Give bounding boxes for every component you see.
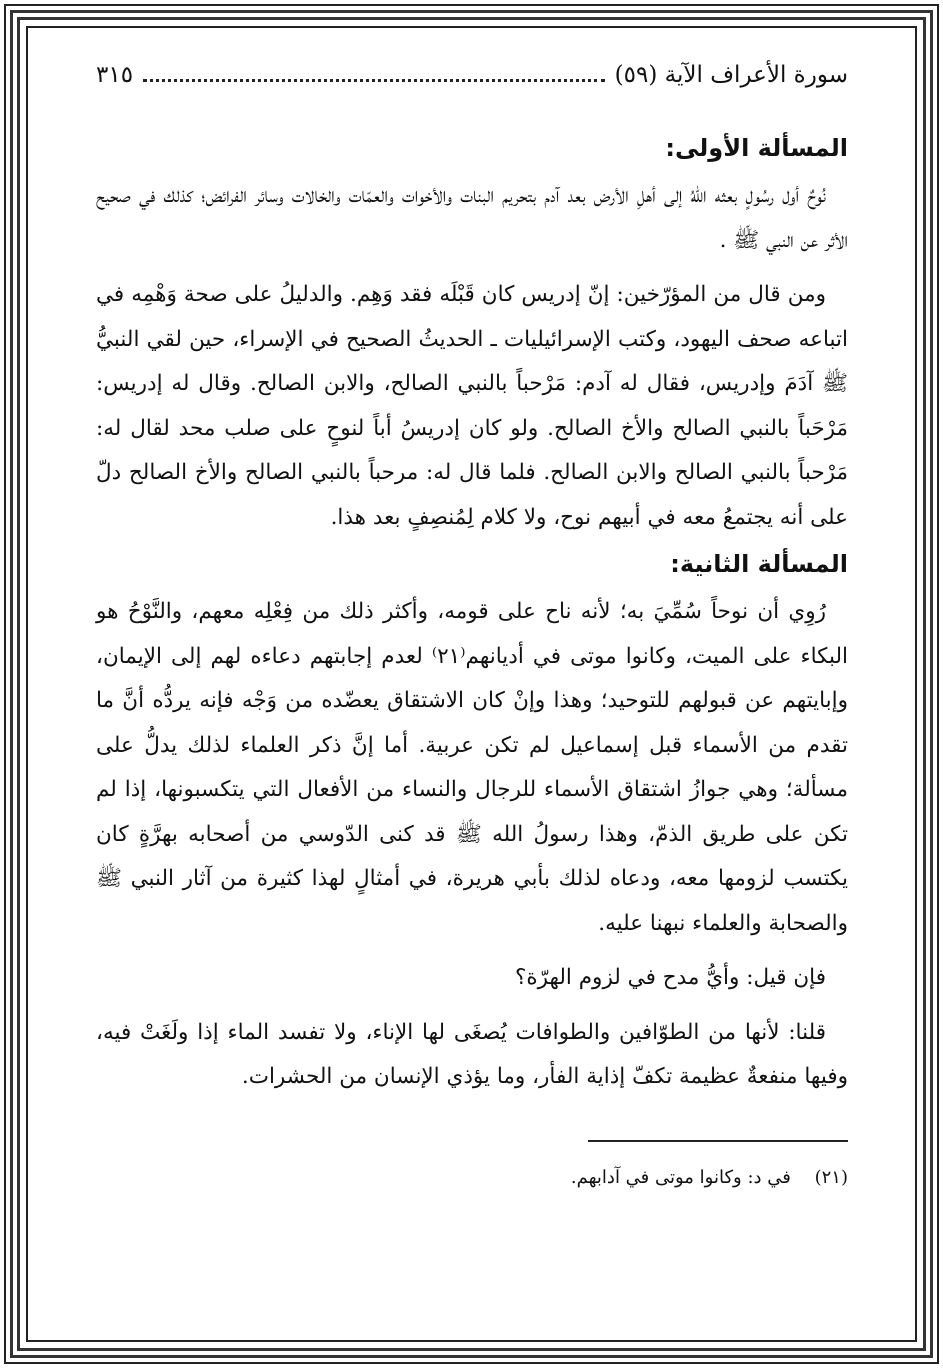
paragraph: فإن قيل: وأيُّ مدح في لزوم الهرّة؟ xyxy=(514,965,826,990)
paragraph: ومن قال من المؤرّخين: إنّ إدريس كان قَبْلَه فقد وَهِم. والدليلُ على صحة وَهْمِه في اتباعه صحف اليهود، وكتب الإسرائيليات ـ الحديثُ الصحيح في الإسراء، حين لقي النبيُّ ﷺ آدَمَ وإدريس، فقال له آدم: مَرْحباً بالنبي الصالح، والابن الصالح. وقال له إدريس: مَرْحَباً بالنبي الصالح والأخ الصالح. ولو كان إدريسُ أباً لنوحٍ على صلب محد لقال له: مَرْحباً بالنبي الصالح والابن الصالح. فلما قال له: مرحباً بالنبي الصالح والأخ الصالح دلّ على أنه يجتمعُ معه في أبيهم نوح، ولا كلام لِمُنصِفٍ بعد هذا. xyxy=(96,282,848,530)
page-content xyxy=(96,62,848,1192)
header-leader-dots xyxy=(143,65,605,82)
paragraph: رُوِي أن نوحاً سُمِّيَ به؛ لأنه ناح على قومه، وأكثر ذلك من فِعْلِه معهم، والنَّوْحُ هو البكاء على الميت، وكانوا موتى في أديانهم⁽٢١⁾ لعدم إجابتهم دعاءه لهم إلى الإيمان، وإبايتهم عن قبولهم للتوحيد؛ وهذا وإنْ كان الاشتقاق يعضّده من وَجْه فإنه يردُّه أنَّ ما تقدم من الأسماء قبل إسماعيل لم تكن عربية. أما إنَّ ذكر العلماء لذلك يدلُّ على مسألة؛ وهي جوازُ اشتقاق الأسماء للرجال والنساء من الأفعال التي يتكسبونها، إذا لم تكن على طريق الذمّ، وهذا رسولُ الله ﷺ قد كنى الدّوسي من أصحابه بهرَّةٍ كان يكتسب لزومها معه، ودعاه لذلك بأبي هريرة، في أمثالٍ لهذا كثيرة من آثار النبي ﷺ والصحابة والعلماء نبهنا عليه. xyxy=(96,599,849,936)
page-number: ٣١٥ xyxy=(96,62,134,88)
running-header xyxy=(96,62,848,88)
footnote-number: (٢١) xyxy=(814,1166,848,1188)
surah-title: سورة الأعراف الآية (٥٩) xyxy=(614,62,848,88)
footnote-text: في د: وكانوا موتى في آدابهم. xyxy=(570,1166,791,1188)
paragraph: قلنا: لأنها من الطوّافين والطوافات يُصغَى لها الإناء، ولا تفسد الماء إذا ولَغَتْ فيه، وفيها منفعةٌ عظيمة تكفّ إذاية الفأر، وما يؤذي الإنسان من الحشرات. xyxy=(96,1019,848,1089)
footnote xyxy=(96,1164,848,1192)
paragraph: نُوحٌ أول رسُولٍ بعثه اللهُ إلى أهلِ الأرض بعد آدم بتحريم البنات والأخوات والعمّات والخالات وسائر الفرائض؛ كذلك في صحيح الأثر عن النبي ﷺ . xyxy=(96,183,848,253)
section-heading-first: المسألة الأولى: xyxy=(665,134,848,162)
footnote-separator xyxy=(588,1140,848,1142)
section-heading-second: المسألة الثانية: xyxy=(670,550,848,578)
